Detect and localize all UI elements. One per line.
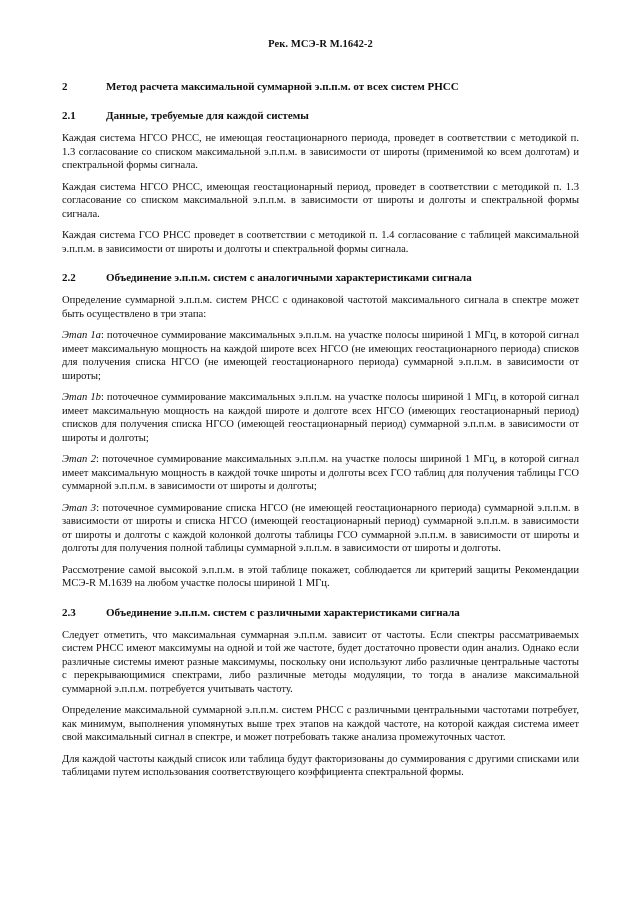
step-paragraph xyxy=(62,391,579,445)
paragraph: Каждая система НГСО РНСС, имеющая геостационарный период, проведет в соответствии с методикой п. 1.3 согласование со списком максимальной э.п.п.м. в зависимости от широты и долготы и спектральной формы сигнала. xyxy=(62,181,579,220)
paragraph: Определение максимальной суммарной э.п.п.м. систем РНСС с различными центральными частотами потребует, как минимум, выполнения упомянутых выше трех этапов на каждой частоте, на которой каждая система имеет свой максимальный сигнал в спектре, и может потребовать также анализа промежуточных частот. xyxy=(62,705,579,743)
step-text: : поточечное суммирование максимальных э.п.п.м. на участке полосы шириной 1 МГц, в которой сигнал имеет максимальную мощность на каждой широте и долготе всех НГСО (имеющих геостационарный период) списков для получения списка НГСО (имеющей геостационарный период) суммарной э.п.п.м. в зависимости от широты и долготы; xyxy=(62,392,579,444)
section-number: 2.1 xyxy=(62,110,76,122)
section-heading-2-2 xyxy=(62,271,579,285)
paragraph: Следует отметить, что максимальная суммарная э.п.п.м. зависит от частоты. Если спектры рассматриваемых систем РНСС имеют максимумы на одной и той же частоте, будет достаточно провести один анализ. Однако если различные системы имеют разные максимумы, поскольку они используют либо различные центральные частоты с перекрывающимися спектрами, либо различные методы модуляции, то тогда в анализе максимальной суммарной э.п.п.м. потребуется учитывать частоту. xyxy=(62,629,579,695)
section-number: 2.2 xyxy=(62,272,76,284)
step-label: Этап 1a xyxy=(62,330,101,341)
section-title: Объединение э.п.п.м. систем с аналогичными характеристиками сигнала xyxy=(106,272,472,284)
paragraph: Каждая система ГСО РНСС проведет в соответствии с методикой п. 1.4 согласование с таблицей максимальной э.п.п.м. в зависимости от широты и долготы и спектральной формы сигнала. xyxy=(62,230,579,255)
paragraph: Рассмотрение самой высокой э.п.п.м. в этой таблице покажет, соблюдается ли критерий защиты Рекомендации МСЭ-R M.1639 на любом участке полосы шириной 1 МГц. xyxy=(62,564,579,589)
step-label: Этап 3 xyxy=(62,502,97,514)
running-header: Рек. МСЭ-R M.1642-2 xyxy=(268,39,373,50)
document-body xyxy=(62,80,579,780)
section-title: Данные, требуемые для каждой системы xyxy=(106,110,309,122)
section-heading-2 xyxy=(62,80,579,94)
section-title: Объединение э.п.п.м. систем с различными характеристиками сигнала xyxy=(106,606,460,619)
step-label: Этап 1b xyxy=(62,392,101,403)
section-number: 2.3 xyxy=(62,606,76,619)
section-heading-2-3 xyxy=(62,606,579,620)
step-text: : поточечное суммирование максимальных э.п.п.м. на участке полосы шириной 1 МГц, в которой сигнал имеет максимальную мощность на каждой широте всех НГСО (не имеющих геостационарного периода) списков для получения списка НГСО (не имеющей геостационарного периода) суммарной э.п.п.м. в зависимости от широты; xyxy=(62,330,579,382)
paragraph: Для каждой частоты каждый список или таблица будут факторизованы до суммирования с другими списками или таблицами путем использования соответствующего коэффициента спектральной формы. xyxy=(62,753,579,778)
step-label: Этап 2 xyxy=(62,454,97,465)
paragraph: Определение суммарной э.п.п.м. систем РНСС с одинаковой частотой максимального сигнала в спектре может быть осуществлено в три этапа: xyxy=(62,295,579,320)
step-paragraph xyxy=(62,453,579,494)
step-paragraph xyxy=(62,329,579,383)
section-number: 2 xyxy=(62,81,68,93)
step-text: : поточечное суммирование максимальных э.п.п.м. на участке полосы шириной 1 МГц, в которой сигнал имеет максимальную мощность в каждой точке широты и долготы всех ГСО таблиц для получения таблицы ГСО суммарной э.п.п.м. в зависимости от широты и долготы; xyxy=(62,454,579,492)
section-title: Метод расчета максимальной суммарной э.п.п.м. от всех систем РНСС xyxy=(106,81,459,93)
section-heading-2-1 xyxy=(62,109,579,123)
paragraph: Каждая система НГСО РНСС, не имеющая геостационарного периода, проведет в соответствии с методикой п. 1.3 согласование со списком максимальной э.п.п.м. в зависимости от широты (применимой ко всем долготам) и спектральной формы сигнала. xyxy=(62,133,579,171)
step-text: : поточечное суммирование списка НГСО (не имеющей геостационарного периода) суммарной э.п.п.м. в зависимости от широты и списка НГСО (имеющей геостационарный период) суммарной э.п.п.м. в зависимости от широты и долготы с каждой колонкой долготы таблицы ГСО суммарной э.п.п.м. в зависимости от широты и долготы для получения полной таблицы суммарной э.п.п.м. в зависимости от широты и долготы. xyxy=(62,502,579,554)
step-paragraph xyxy=(62,502,579,556)
